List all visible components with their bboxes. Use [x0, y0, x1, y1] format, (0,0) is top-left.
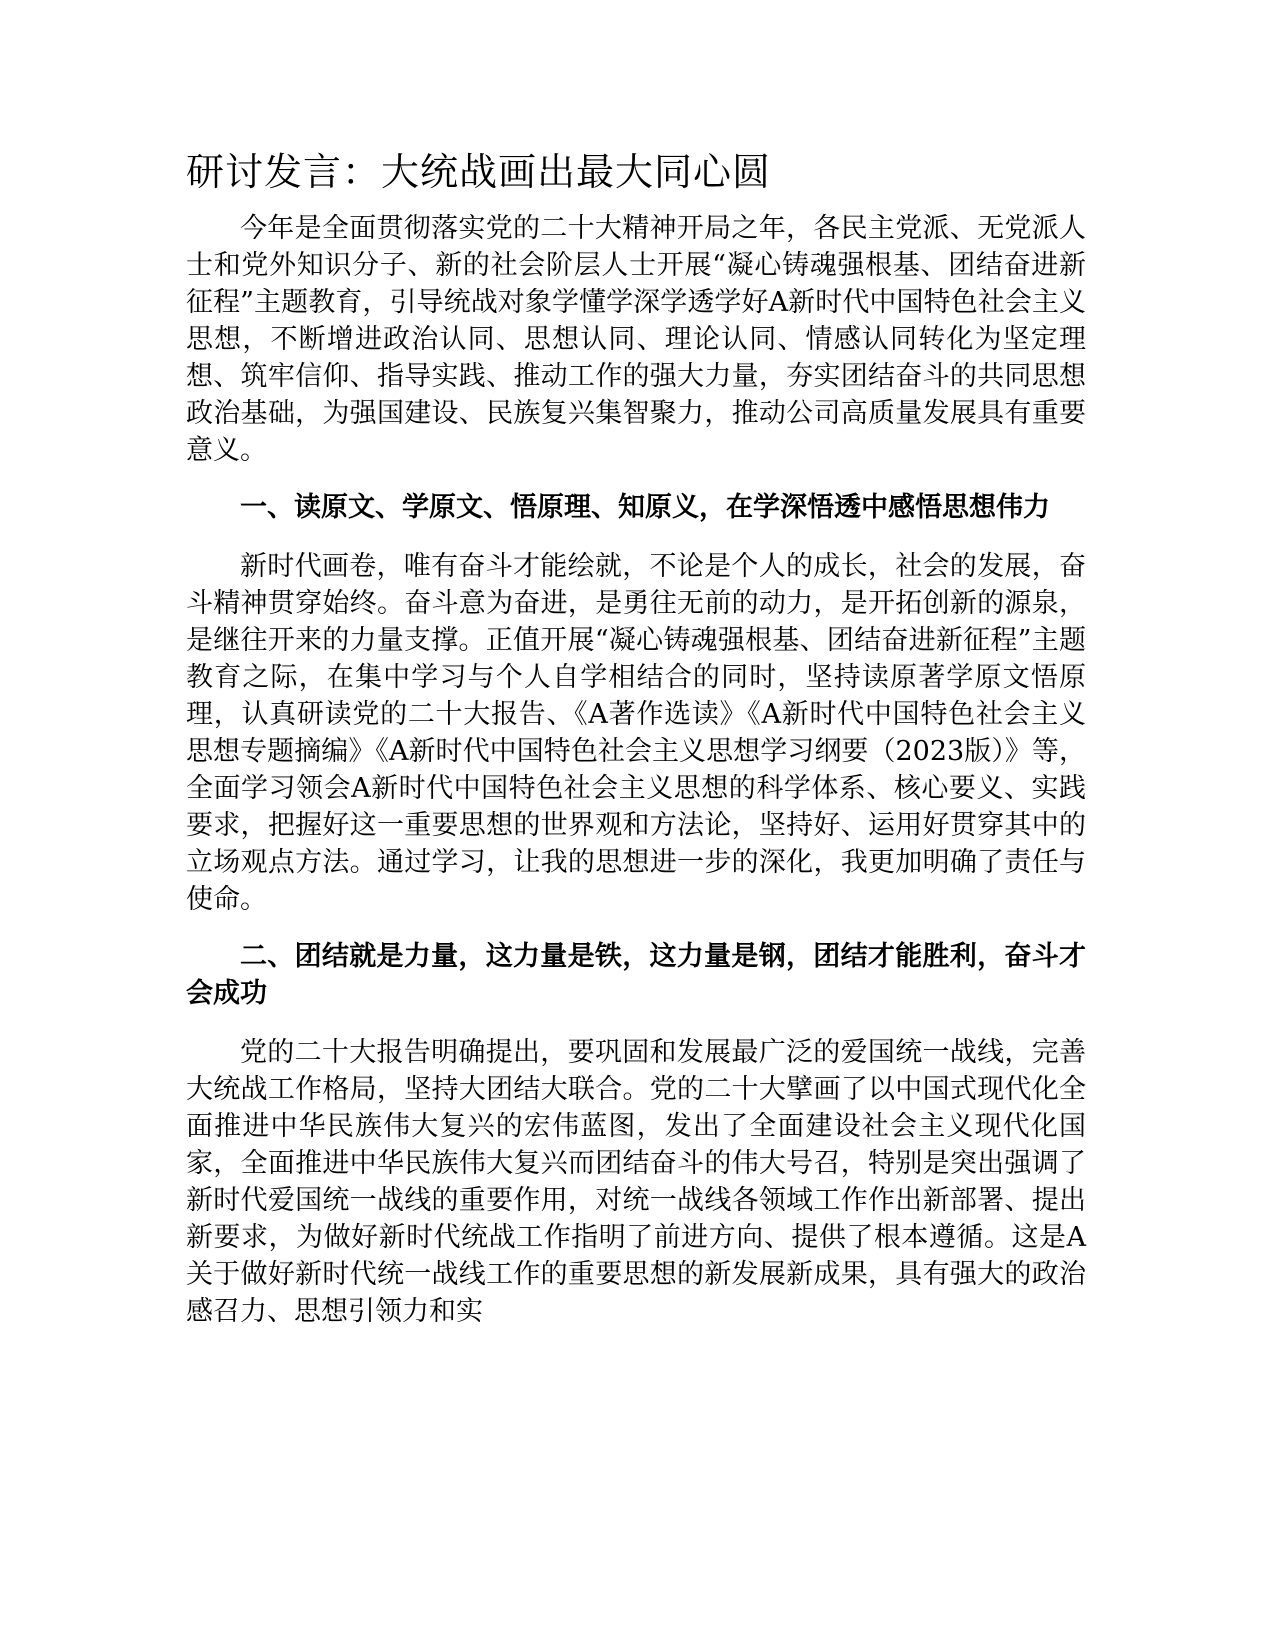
intro-paragraph: 今年是全面贯彻落实党的二十大精神开局之年，各民主党派、无党派人士和党外知识分子、新的社会阶层人士开展“凝心铸魂强根基、团结奋进新征程”主题教育，引导统战对象学懂学深学透学好A新时代中国特色社会主义思想，不断增进政治认同、思想认同、理论认同、情感认同转化为坚定理想、筑牢信仰、指导实践、推动工作的强大力量，夯实团结奋斗的共同思想政治基础，为强国建设、民族复兴集智聚力，推动公司高质量发展具有重要意义。 — [186, 213, 1086, 466]
section-heading-1: 一、读原文、学原文、悟原理、知原义，在学深悟透中感悟思想伟力 — [240, 492, 1050, 523]
section-2-paragraph: 党的二十大报告明确提出，要巩固和发展最广泛的爱国统一战线，完善大统战工作格局，坚持大团结大联合。党的二十大擘画了以中国式现代化全面推进中华民族伟大复兴的宏伟蓝图，发出了全面建设社会主义现代化国家，全面推进中华民族伟大复兴而团结奋斗的伟大号召，特别是突出强调了新时代爱国统一战线的重要作用，对统一战线各领域工作作出新部署、提出新要求，为做好新时代统战工作指明了前进方向、提供了根本遵循。这是A关于做好新时代统一战线工作的重要思想的新发展新成果，具有强大的政治感召力、思想引领力和实 — [186, 1037, 1086, 1327]
document-page — [186, 146, 1086, 1330]
section-1-paragraph: 新时代画卷，唯有奋斗才能绘就，不论是个人的成长，社会的发展，奋斗精神贯穿始终。奋斗意为奋进，是勇往无前的动力，是开拓创新的源泉，是继往开来的力量支撑。正值开展“凝心铸魂强根基、团结奋进新征程”主题教育之际，在集中学习与个人自学相结合的同时，坚持读原著学原文悟原理，认真研读党的二十大报告、《A著作选读》《A新时代中国特色社会主义思想专题摘编》《A新时代中国特色社会主义思想学习纲要（2023版）》等，全面学习领会A新时代中国特色社会主义思想的科学体系、核心要义、实践要求，把握好这一重要思想的世界观和方法论，坚持好、运用好贯穿其中的立场观点方法。通过学习，让我的思想进一步的深化，我更加明确了责任与使命。 — [186, 551, 1086, 915]
document-title: 研讨发言：大统战画出最大同心圆 — [186, 150, 772, 194]
section-heading-2: 二、团结就是力量，这力量是铁，这力量是钢，团结才能胜利，奋斗才会成功 — [186, 941, 1086, 1009]
